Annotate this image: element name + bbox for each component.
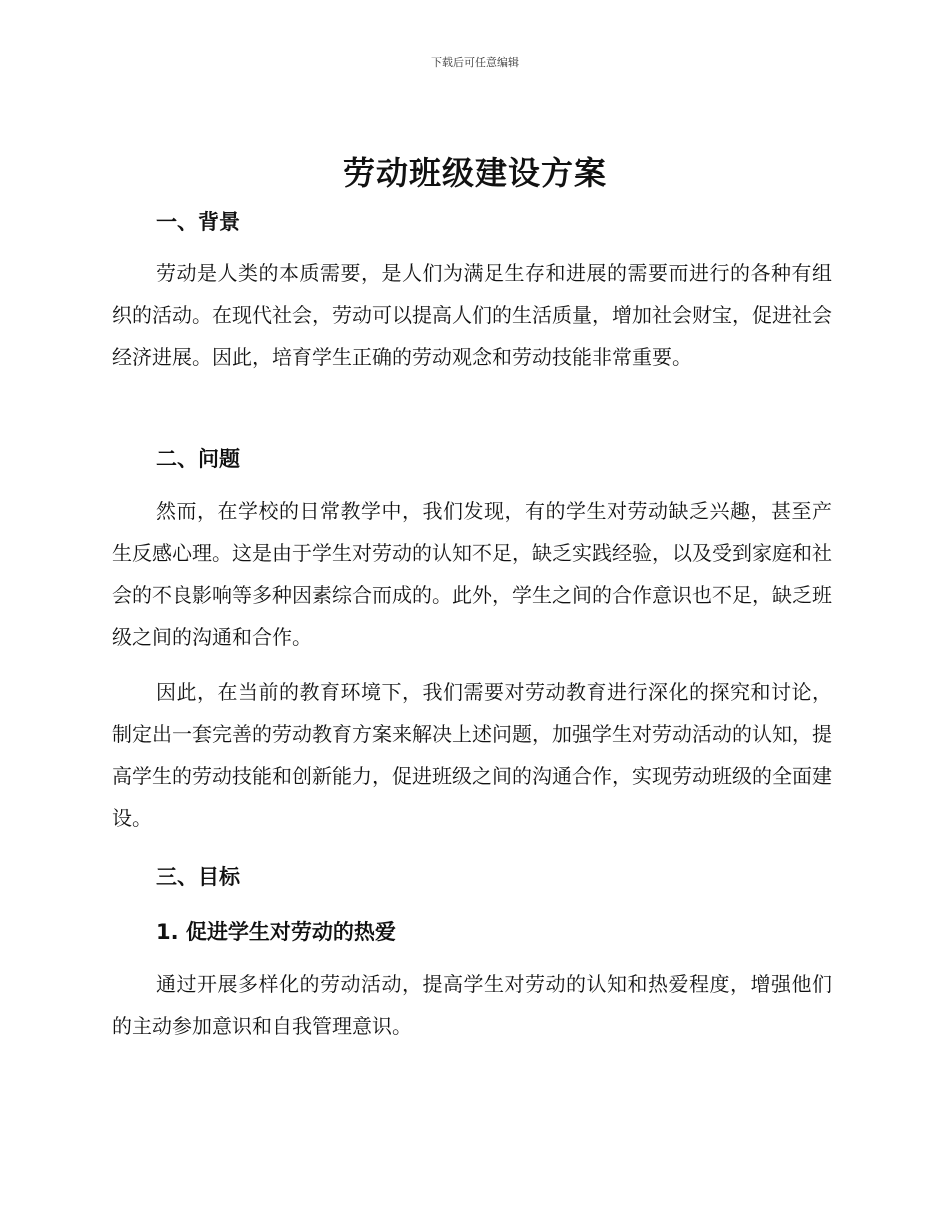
section-heading-problem: 二、问题 (156, 447, 240, 471)
section-heading-goals: 三、目标 (156, 865, 240, 889)
paragraph-problem-2: 因此，在当前的教育环境下，我们需要对劳动教育进行深化的探究和讨论，制定出一套完善的劳动教育方案来解决上述问题，加强学生对劳动活动的认知，提高学生的劳动技能和创新能力，促进班级之间的沟通合作，实现劳动班级的全面建设。 (112, 680, 832, 830)
paragraph-problem-1: 然而，在学校的日常教学中，我们发现，有的学生对劳动缺乏兴趣，甚至产生反感心理。这是由于学生对劳动的认知不足，缺乏实践经验，以及受到家庭和社会的不良影响等多种因素综合而成的。此外，学生之间的合作意识也不足，缺乏班级之间的沟通和合作。 (112, 499, 832, 649)
subheading-goal-1: 1. 促进学生对劳动的热爱 (156, 920, 396, 944)
section-heading-background: 一、背景 (156, 210, 240, 234)
header-note: 下载后可任意编辑 (431, 56, 519, 69)
paragraph-goal-1: 通过开展多样化的劳动活动，提高学生对劳动的认知和热爱程度，增强他们的主动参加意识和自我管理意识。 (112, 972, 832, 1038)
paragraph-background: 劳动是人类的本质需要，是人们为满足生存和进展的需要而进行的各种有组织的活动。在现代社会，劳动可以提高人们的生活质量，增加社会财宝，促进社会经济进展。因此，培育学生正确的劳动观念和劳动技能非常重要。 (112, 261, 832, 369)
document-title: 劳动班级建设方案 (342, 154, 607, 192)
